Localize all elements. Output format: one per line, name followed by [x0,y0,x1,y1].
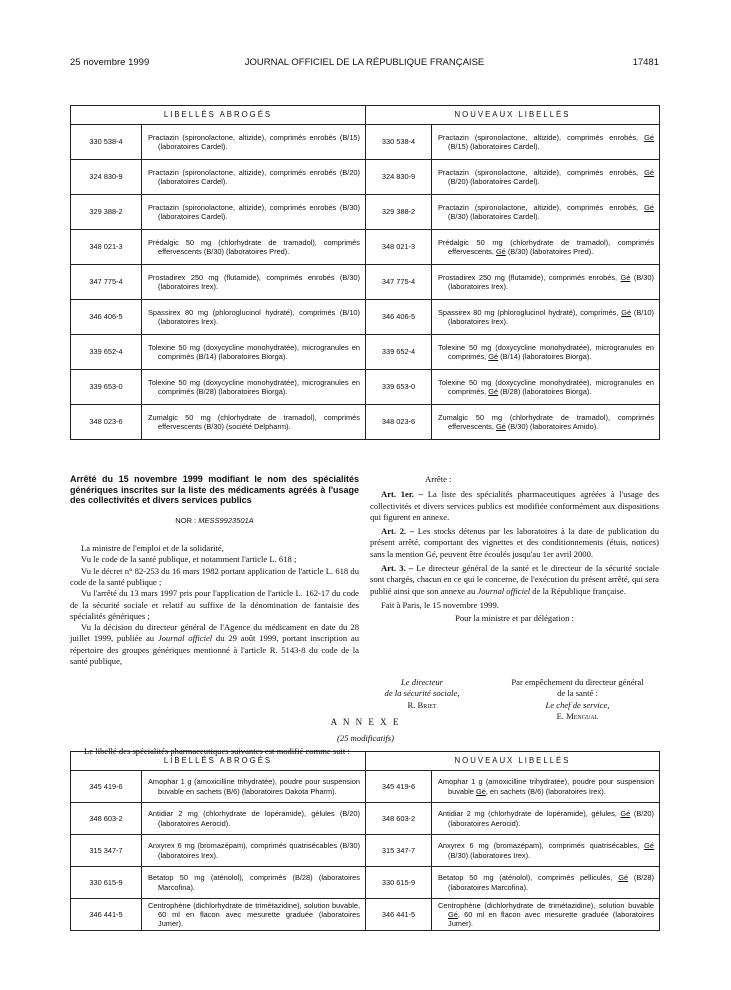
code-cip-new: 348 023-6 [366,405,432,440]
fait-a-paris: Fait à Paris, le 15 novembre 1999. [381,599,499,610]
libelle-abroge: Centrophène (dichlorhydrate de trimétazidine), solution buvable, 60 ml en flacon avec mesurette graduée (laboratoires Jumer). [142,899,366,931]
visa-4: Vu la décision du directeur général de l'Agence du médicament en date du 28 juillet 1999, publiée au Journal officiel du 29 août 1999, portant inscription au répertoire des groupes génériques mentionné à l'article R. 5143-8 du code de la santé publique, [70,622,359,667]
visa-1: Vu le code de la santé publique, et notamment l'article L. 618 ; [81,554,297,565]
code-cip-old: 348 021-3 [71,230,142,265]
table-row [71,125,660,160]
libelle-abroge: Spassirex 80 mg (phloroglucinol hydraté), comprimés (B/10) (laboratoires Irex). [142,300,366,335]
nouveau-libelle: Anxyrex 6 mg (bromazépam), comprimés quatrisécables, Gé (B/30) (laboratoires Irex). [432,835,660,867]
code-cip-new: 348 603-2 [366,803,432,835]
code-cip-new: 330 538-4 [366,125,432,160]
code-cip-new: 315 347-7 [366,835,432,867]
code-cip-old: 345 419-6 [71,771,142,803]
nouveau-libelle: Zumalgic 50 mg (chlorhydrate de tramadol), comprimés effervescents, Gé (B/30) (laboratoires Amido). [432,405,660,440]
libelle-abroge: Amophar 1 g (amoxicilline trihydratée), poudre pour suspension buvable en sachets (B/6) (laboratoires Dakota Pharm). [142,771,366,803]
ge-mention: Gé [644,132,654,142]
table-row [71,803,660,835]
code-cip-old: 348 023-6 [71,405,142,440]
article-1: Art. 1er. – La liste des spécialités pharmaceutiques agréées à l'usage des collectivités et divers services publics est modifiée conformément aux dispositions qui figurent en annexe. [370,489,659,522]
header-libelles-abroges: LIBELLÉS ABROGÉS [71,106,366,125]
nouveau-libelle: Spassirex 80 mg (phloroglucinol hydraté), comprimés, Gé (B/10) (laboratoires Irex). [432,300,660,335]
table-row [71,867,660,899]
nouveau-libelle: Betatop 50 mg (aténolol), comprimés pelliculés, Gé (B/28) (laboratoires Marcofina). [432,867,660,899]
code-cip-new: 329 388-2 [366,195,432,230]
header-journal-title: JOURNAL OFFICIEL DE LA RÉPUBLIQUE FRANÇAISE [244,57,485,68]
header-date: 25 novembre 1999 [70,57,150,68]
nouveau-libelle: Practazin (spironolactone, altizide), comprimés enrobés, Gé (B/30) (laboratoires Cardel). [432,195,660,230]
arrete-word: Arrête : [425,474,452,484]
visa-3: Vu l'arrêté du 13 mars 1997 pris pour l'application de l'article L. 162-17 du code de la sécurité sociale et relatif au suffixe de la dénomination de fantaisie des spécialités génériques ; [70,588,359,621]
table-libelles-1 [70,105,660,440]
code-cip-old: 339 652-4 [71,335,142,370]
code-cip-new: 324 830-9 [366,160,432,195]
libelle-abroge: Antidiar 2 mg (chlorhydrate de lopéramide), gélules (B/20) (laboratoires Aerocid). [142,803,366,835]
ge-mention: Gé [644,167,654,177]
table-row [71,265,660,300]
code-cip-new: 330 615-9 [366,867,432,899]
nouveau-libelle: Centrophène (dichlorhydrate de trimétazidine), solution buvable Gé, 60 ml en flacon avec mesurette graduée (laboratoires Jumer). [432,899,660,931]
code-cip-new: 347 775-4 [366,265,432,300]
table-row [71,195,660,230]
table-row [71,300,660,335]
code-cip-new: 346 441-5 [366,899,432,931]
nouveau-libelle: Amophar 1 g (amoxicilline trihydratée), poudre pour suspension buvable Gé, en sachets (B/6) (laboratoires Irex). [432,771,660,803]
libelle-abroge: Zumalgic 50 mg (chlorhydrate de tramadol), comprimés effervescents (B/30) (société Delpharm). [142,405,366,440]
signature-right: Par empêchement du directeur général de la santé : Le chef de service, E. Mengual [490,677,665,722]
table-libelles-annexe [70,751,660,931]
visa-2: Vu le décret n° 82-253 du 16 mars 1982 portant application de l'article L. 618 du code de la santé publique ; [70,565,359,587]
nouveau-libelle: Practazin (spironolactone, altizide), comprimés enrobés, Gé (B/20) (laboratoires Cardel). [432,160,660,195]
signatory-mengual: E. Mengual [556,710,599,721]
nouveau-libelle: Tolexine 50 mg (doxycycline monohydratée), microgranules en comprimés, Gé (B/14) (laboratoires Biorga). [432,335,660,370]
code-cip-new: 348 021-3 [366,230,432,265]
signature-left: Le directeur de la sécurité sociale, R. Briet [362,677,482,711]
table-row [71,405,660,440]
code-cip-old: 315 347-7 [71,835,142,867]
ge-mention: Gé [495,247,506,256]
code-cip-new: 345 419-6 [366,771,432,803]
nouveau-libelle: Tolexine 50 mg (doxycycline monohydratée), microgranules en comprimés, Gé (B/28) (laboratoires Biorga). [432,370,660,405]
libelle-abroge: Practazin (spironolactone, altizide), comprimés enrobés (B/15) (laboratoires Cardel). [142,125,366,160]
code-cip-old: 346 406-5 [71,300,142,335]
table-row [71,771,660,803]
minister-line: La ministre de l'emploi et de la solidarité, [81,543,224,554]
header-nouveaux-libelles: NOUVEAUX LIBELLÉS [366,106,660,125]
ge-mention: Gé [475,786,486,796]
code-cip-old: 330 538-4 [71,125,142,160]
ge-mention: Gé [448,909,458,919]
libelle-abroge: Practazin (spironolactone, altizide), comprimés enrobés (B/30) (laboratoires Cardel). [142,195,366,230]
ge-mention: Gé [488,387,499,396]
header-nouveaux-libelles: NOUVEAUX LIBELLÉS [366,752,660,771]
code-cip-old: 347 775-4 [71,265,142,300]
libelle-abroge: Tolexine 50 mg (doxycycline monohydratée), microgranules en comprimés (B/14) (laboratoires Biorga). [142,335,366,370]
table-row [71,899,660,931]
table-header-row [71,752,660,771]
table-row [71,335,660,370]
ge-mention: Gé [495,422,506,431]
arrete-title: Arrêté du 15 novembre 1999 modifiant le nom des spécialités génériques inscrites sur la liste des médicaments agréés à l'usage des collectivités et divers services publics [70,474,359,506]
code-cip-new: 346 406-5 [366,300,432,335]
code-cip-new: 339 652-4 [366,335,432,370]
table-row [71,230,660,265]
delegation-line: Pour la ministre et par délégation : [455,613,574,624]
nor-label: NOR : [175,515,199,525]
libelle-abroge: Betatop 50 mg (aténolol), comprimés (B/28) (laboratoires Marcofina). [142,867,366,899]
header-libelles-abroges: LIBELLÉS ABROGÉS [71,752,366,771]
code-cip-new: 339 653-0 [366,370,432,405]
page-header [70,57,659,71]
ge-mention: Gé [620,809,631,819]
nor-reference [70,515,359,526]
header-page-number: 17481 [632,57,659,68]
ge-mention: Gé [644,841,654,851]
ge-mention: Gé [644,202,654,212]
article-3: Art. 3. – Le directeur général de la santé et le directeur de la sécurité sociale sont chargés, chacun en ce qui le concerne, de l'exécution du présent arrêté, qui sera publié ainsi que son annexe au Journal officiel de la République française. [370,563,659,596]
signatory-briet: R. Briet [407,699,437,710]
arrete-right-column [370,474,659,625]
nouveau-libelle: Prédalgic 50 mg (chlorhydrate de tramadol), comprimés effervescents, Gé (B/30) (laboratoires Pred). [432,230,660,265]
nouveau-libelle: Prostadirex 250 mg (flutamide), comprimés enrobés, Gé (B/30) (laboratoires Irex). [432,265,660,300]
code-cip-old: 348 603-2 [71,803,142,835]
code-cip-old: 324 830-9 [71,160,142,195]
code-cip-old: 346 441-5 [71,899,142,931]
ge-mention: Gé [618,873,629,883]
table-row [71,370,660,405]
annexe-intro: Le libellé des spécialités pharmaceutiques suivantes est modifié comme suit : [84,746,350,756]
table-row [71,835,660,867]
libelle-abroge: Tolexine 50 mg (doxycycline monohydratée), microgranules en comprimés (B/28) (laboratoires Biorga). [142,370,366,405]
article-2: Art. 2. – Les stocks détenus par les laboratoires à la date de publication du présent arrêté, comportant des vignettes et des conditionnements (étuis, notices) sans la mention Gé, peuvent être écoulés jusqu'au 1er avril 2000. [370,526,659,559]
libelle-abroge: Practazin (spironolactone, altizide), comprimés enrobés (B/20) (laboratoires Cardel). [142,160,366,195]
libelle-abroge: Prédalgic 50 mg (chlorhydrate de tramadol), comprimés effervescents (B/30) (laboratoires Pred). [142,230,366,265]
nouveau-libelle: Antidiar 2 mg (chlorhydrate de lopéramide), gélules, Gé (B/20) (laboratoires Aerocid). [432,803,660,835]
code-cip-old: 329 388-2 [71,195,142,230]
annexe-title: A N N E X E [330,717,401,727]
nouveau-libelle: Practazin (spironolactone, altizide), comprimés enrobés, Gé (B/15) (laboratoires Cardel). [432,125,660,160]
code-cip-old: 339 653-0 [71,370,142,405]
ge-mention: Gé [621,307,632,317]
libelle-abroge: Anxyrex 6 mg (bromazépam), comprimés quatrisécables (B/30) (laboratoires Irex). [142,835,366,867]
code-cip-old: 330 615-9 [71,867,142,899]
annexe-subtitle: (25 modificatifs) [336,733,395,743]
ge-mention: Gé [488,352,499,361]
arrete-left-column [70,474,359,667]
nor-value: MESS9923501A [198,515,254,525]
table-header-row [71,106,660,125]
libelle-abroge: Prostadirex 250 mg (flutamide), comprimés enrobés (B/30) (laboratoires Irex). [142,265,366,300]
ge-mention: Gé [620,272,631,282]
table-row [71,160,660,195]
